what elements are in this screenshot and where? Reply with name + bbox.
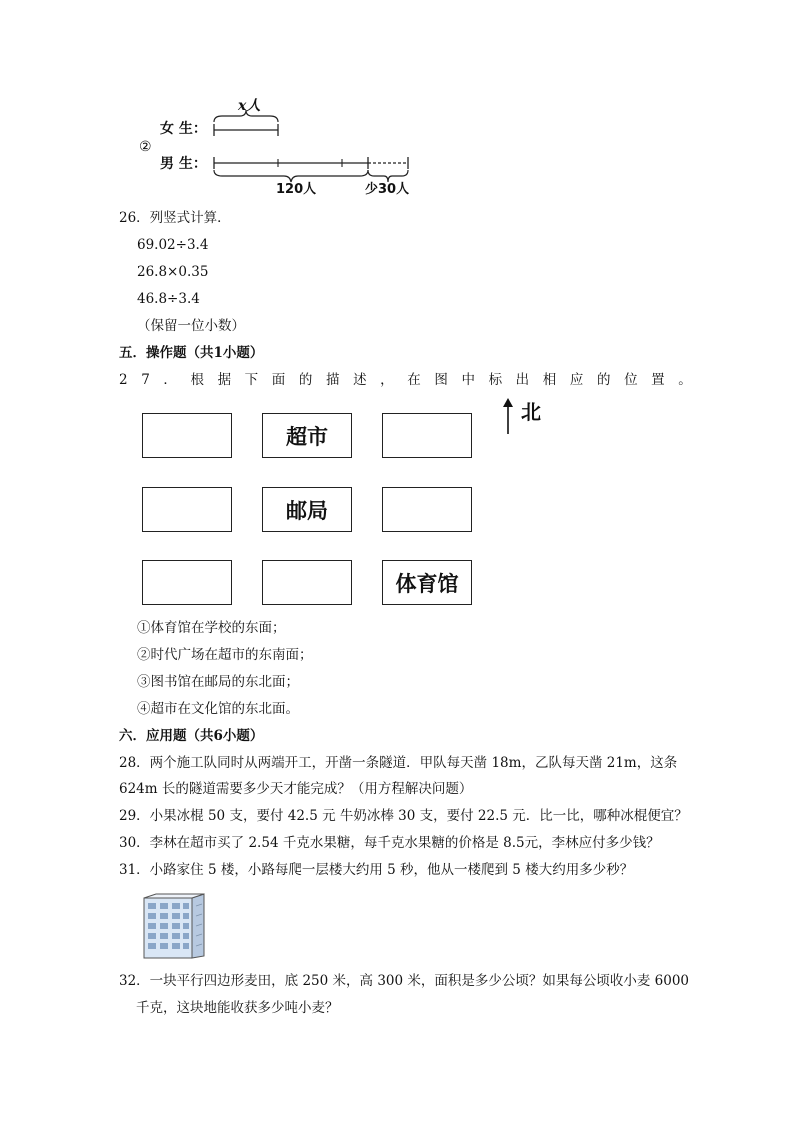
grid-cell-stadium: 体育馆 bbox=[382, 560, 472, 605]
grid-cell-r1c1[interactable] bbox=[142, 413, 232, 458]
q26-note: （保留一位小数） bbox=[137, 318, 245, 334]
q26-item-2: 26.8×0.35 bbox=[137, 264, 209, 280]
grid-cell-r2c3[interactable] bbox=[382, 487, 472, 532]
label-less-30: 少30人 bbox=[365, 182, 410, 197]
q30: 30．李林在超市买了 2.54 千克水果糖，每千克水果糖的价格是 8.5元，李林应付多少钱？ bbox=[119, 835, 660, 851]
q27-clue-3: ③图书馆在邮局的东北面； bbox=[137, 674, 299, 690]
q27-clue-1: ①体育馆在学校的东面； bbox=[137, 620, 286, 636]
section5-title: 五．操作题（共1小题） bbox=[119, 345, 264, 361]
q26-item-3: 46.8÷3.4 bbox=[137, 291, 200, 307]
x-label: x人 bbox=[238, 98, 261, 114]
north-arrow-icon bbox=[500, 398, 516, 436]
q31: 31．小路家住 5 楼，小路每爬一层楼大约用 5 秒，他从一楼爬到 5 楼大约用多少秒？ bbox=[119, 862, 634, 878]
grid-cell-post-office: 邮局 bbox=[262, 487, 352, 532]
label-120: 120人 bbox=[276, 182, 317, 197]
q32-line-1: 32．一块平行四边形麦田，底 250 米，高 300 米，面积是多少公顷？如果每公顷收小麦 6000 bbox=[119, 973, 690, 989]
q26-title: 26．列竖式计算． bbox=[119, 210, 231, 226]
q28-line-1: 28．两个施工队同时从两端开工，开凿一条隧道．甲队每天凿 18m，乙队每天凿 21m，这条 bbox=[119, 755, 678, 771]
section6-title: 六．应用题（共6小题） bbox=[119, 728, 264, 744]
q28-line-2: 624m 长的隧道需要多少天才能完成？（用方程解决问题） bbox=[119, 781, 473, 797]
segment-diagram bbox=[0, 0, 794, 220]
q27-clue-2: ②时代广场在超市的东南面； bbox=[137, 647, 313, 663]
grid-cell-r2c1[interactable] bbox=[142, 487, 232, 532]
grid-cell-r3c2[interactable] bbox=[262, 560, 352, 605]
q27-clue-4: ④超市在文化馆的东北面。 bbox=[137, 701, 299, 717]
q32-line-2: 千克，这块地能收获多少吨小麦？ bbox=[136, 1000, 339, 1016]
north-label: 北 bbox=[521, 400, 541, 424]
girls-label: 女 生： bbox=[160, 121, 207, 137]
q29: 29．小果冰棍 50 支，要付 42.5 元 牛奶冰棒 30 支，要付 22.5 元．比一比，哪种冰棍便宜？ bbox=[119, 808, 688, 824]
q26-item-1: 69.02÷3.4 bbox=[137, 237, 209, 253]
grid-cell-supermarket: 超市 bbox=[262, 413, 352, 458]
q27-prompt: 27．根据下面的描述，在图中标出相应的位置。 bbox=[119, 372, 706, 388]
grid-cell-r1c3[interactable] bbox=[382, 413, 472, 458]
boys-label: 男 生： bbox=[160, 156, 207, 172]
diagram-circle-number: ② bbox=[139, 139, 152, 155]
building-icon bbox=[140, 892, 212, 960]
grid-cell-r3c1[interactable] bbox=[142, 560, 232, 605]
